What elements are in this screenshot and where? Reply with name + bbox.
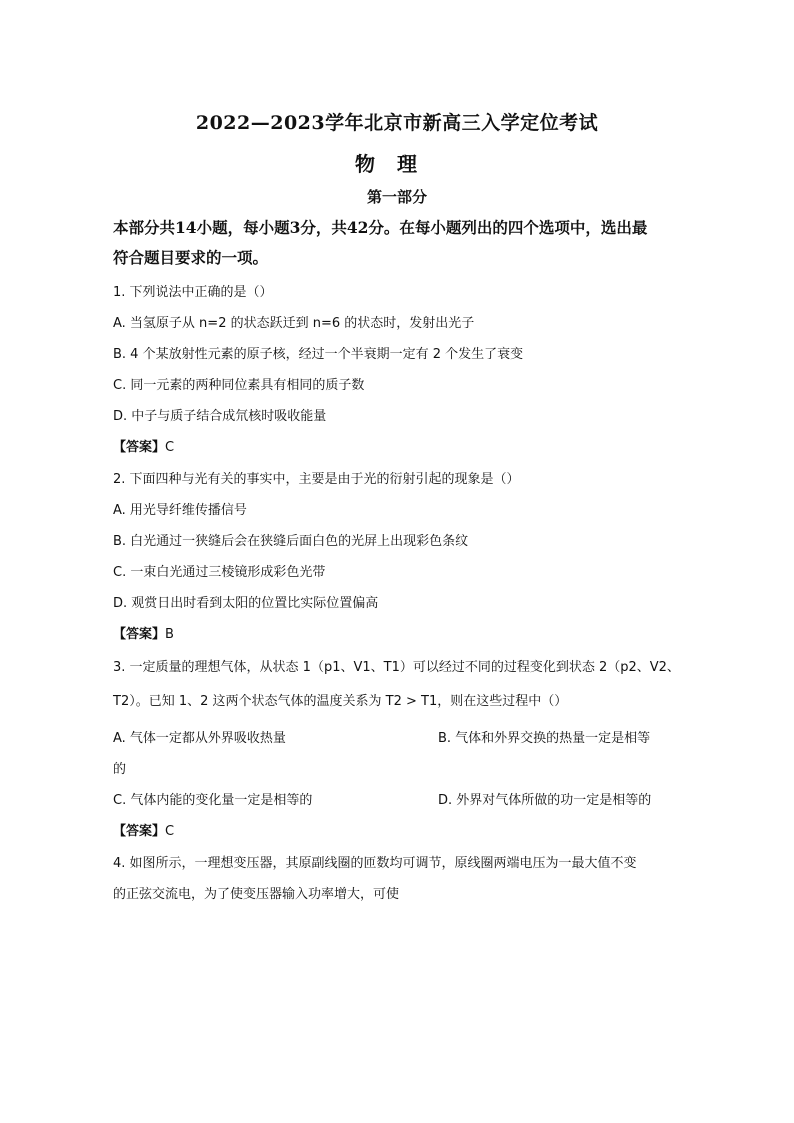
section-instructions-line-1: 本部分共14小题，每小题3分，共42分。在每小题列出的四个选项中，选出最 <box>113 218 648 237</box>
answer-tag: 【答案】 <box>113 440 166 455</box>
q2-stem: 2. 下面四种与光有关的事实中，主要是由于光的衍射引起的现象是（） <box>113 472 520 487</box>
q1-option-b: B. 4 个某放射性元素的原子核，经过一个半衰期一定有 2 个发生了衰变 <box>113 347 524 362</box>
answer-value: B <box>165 627 174 642</box>
q3-option-b: B. 气体和外界交换的热量一定是相等 <box>438 731 651 746</box>
q1-option-c: C. 同一元素的两种同位素具有相同的质子数 <box>113 378 365 393</box>
q3-option-d: D. 外界对气体所做的功一定是相等的 <box>438 793 652 808</box>
subject-title: 物理 <box>355 152 439 176</box>
exam-title: 2022—2023学年北京市新高三入学定位考试 <box>195 112 599 134</box>
q1-option-d: D. 中子与质子结合成氘核时吸收能量 <box>113 409 327 424</box>
q1-option-a: A. 当氢原子从 n=2 的状态跃迁到 n=6 的状态时，发射出光子 <box>113 316 475 331</box>
q1-answer <box>113 436 174 455</box>
answer-tag: 【答案】 <box>113 627 166 642</box>
q2-option-a: A. 用光导纤维传播信号 <box>113 503 247 518</box>
q2-option-d: D. 观赏日出时看到太阳的位置比实际位置偏高 <box>113 596 379 611</box>
q2-option-b: B. 白光通过一狭缝后会在狭缝后面白色的光屏上出现彩色条纹 <box>113 534 469 549</box>
q3-option-a: A. 气体一定都从外界吸收热量 <box>113 731 286 746</box>
q2-option-c: C. 一束白光通过三棱镜形成彩色光带 <box>113 565 326 580</box>
q3-option-c: C. 气体内能的变化量一定是相等的 <box>113 793 313 808</box>
part-heading: 第一部分 <box>366 188 427 206</box>
answer-value: C <box>165 824 175 839</box>
q4-stem-line-1: 4. 如图所示，一理想变压器，其原副线圈的匝数均可调节，原线圈两端电压为一最大值不变 <box>113 856 637 871</box>
answer-tag: 【答案】 <box>113 824 166 839</box>
q3-option-b-continued: 的 <box>113 762 127 777</box>
q3-stem-line-1: 3. 一定质量的理想气体，从状态 1（p1、V1、T1）可以经过不同的过程变化到状态 2（p2、V2、 <box>113 660 680 675</box>
q1-stem: 1. 下列说法中正确的是（） <box>113 285 273 300</box>
q2-answer <box>113 623 174 642</box>
q4-stem-line-2: 的正弦交流电，为了使变压器输入功率增大，可使 <box>113 887 400 902</box>
answer-value: C <box>165 440 175 455</box>
q3-answer <box>113 820 174 839</box>
section-instructions-line-2: 符合题目要求的一项。 <box>113 248 269 267</box>
q3-stem-line-2: T2）。已知 1、2 这两个状态气体的温度关系为 T2 > T1，则在这些过程中（） <box>113 694 568 709</box>
